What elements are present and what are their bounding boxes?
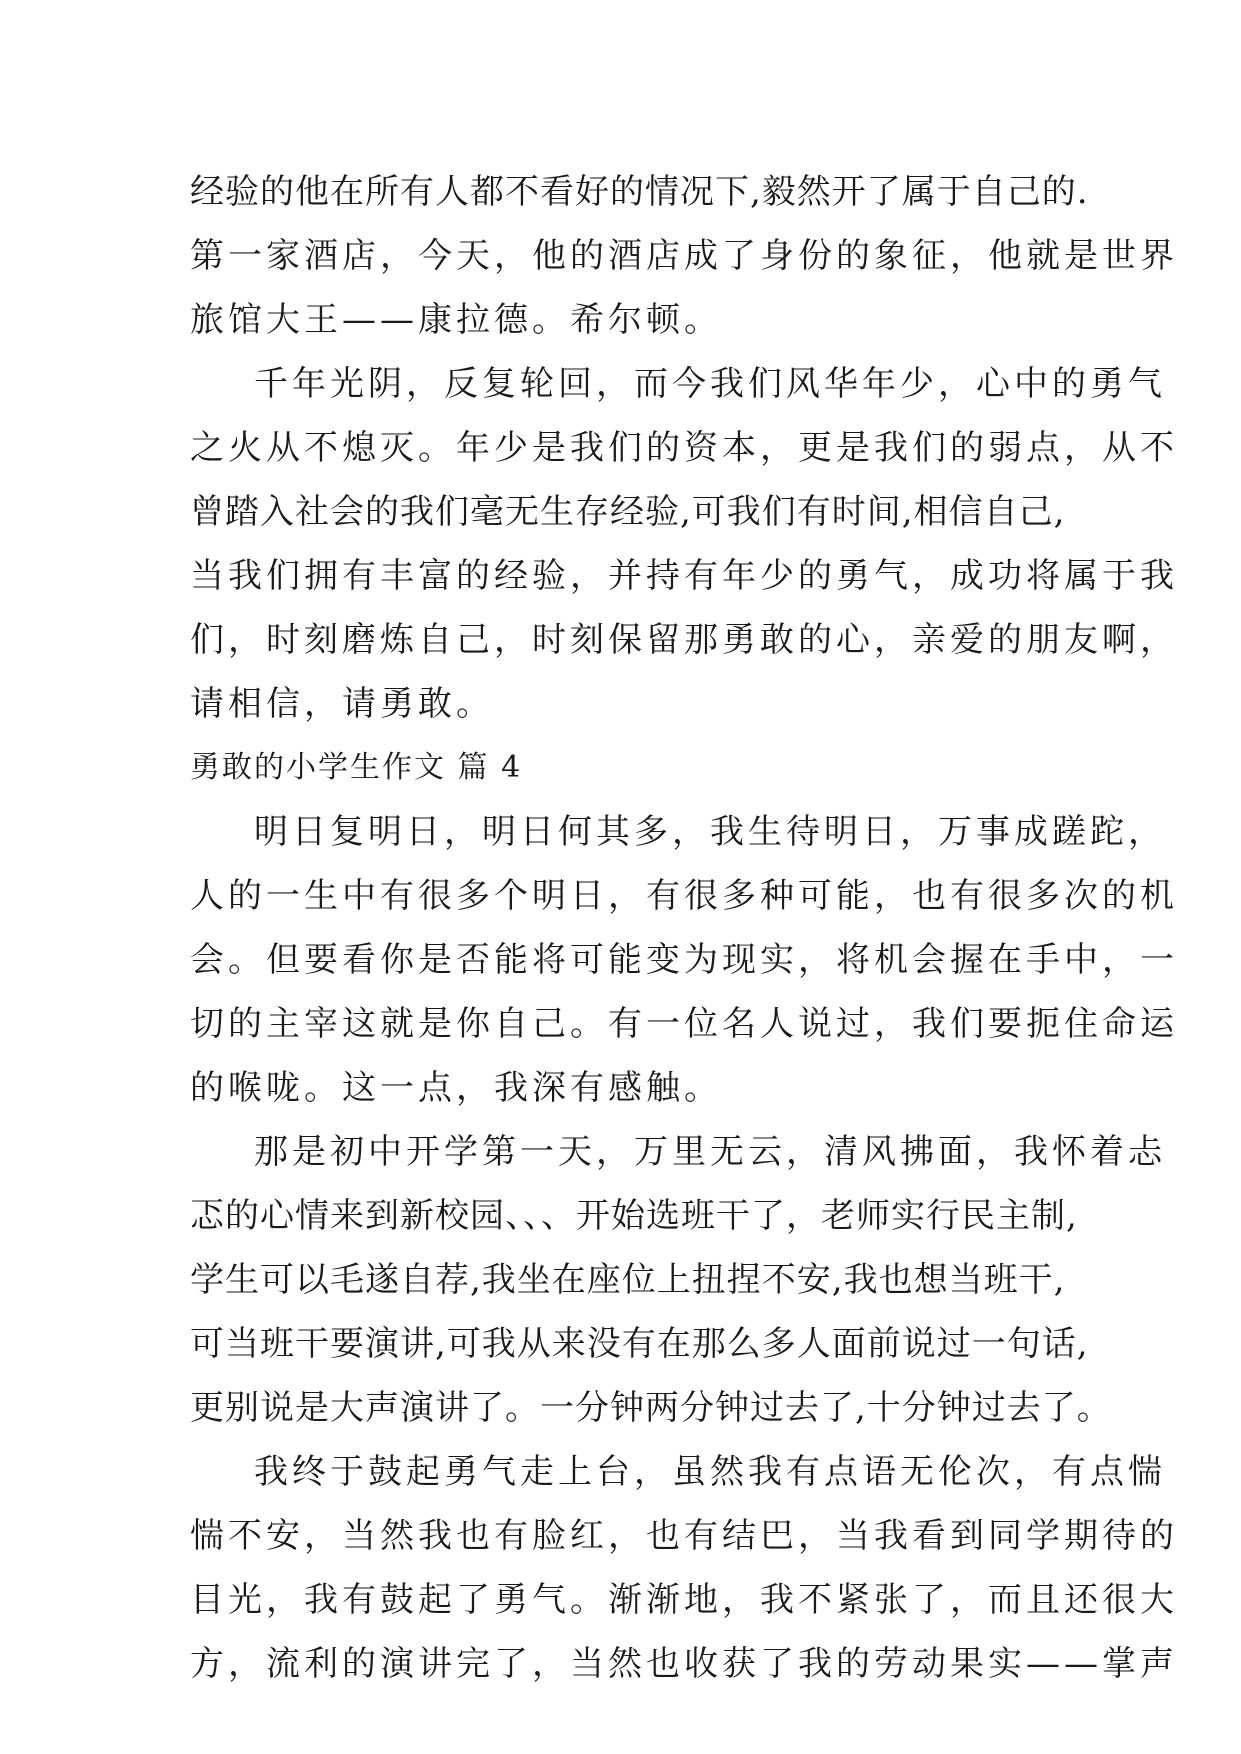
document-body <box>190 160 1178 1696</box>
paragraph-start-line: 我终于鼓起勇气走上台，虽然我有点语无伦次，有点惴 <box>254 1452 1166 1492</box>
text-line: 目光，我有鼓起了勇气。渐渐地，我不紧张了，而且还很大 <box>190 1580 1178 1620</box>
paragraph-start-line: 千年光阴，反复轮回，而今我们风华年少，心中的勇气 <box>254 364 1166 404</box>
text-line: 惴不安，当然我也有脸红，也有结巴，当我看到同学期待的 <box>190 1516 1178 1556</box>
text-line: 学生可以毛遂自荐,我坐在座位上扭捏不安,我也想当班干, <box>190 1260 1066 1300</box>
text-line: 方，流利的演讲完了，当然也收获了我的劳动果实——掌声 <box>190 1644 1178 1684</box>
text-line: 人的一生中有很多个明日，有很多种可能，也有很多次的机 <box>190 876 1178 916</box>
text-line: 切的主宰这就是你自己。有一位名人说过，我们要扼住命运 <box>190 1004 1178 1044</box>
text-line: 忑的心情来到新校园、、、开始选班干了，老师实行民主制, <box>190 1196 1078 1236</box>
text-line: 会。但要看你是否能将可能变为现实，将机会握在手中，一 <box>190 940 1178 980</box>
text-line: 的喉咙。这一点，我深有感触。 <box>190 1068 722 1108</box>
text-line: 们，时刻磨炼自己，时刻保留那勇敢的心，亲爱的朋友啊， <box>190 620 1178 660</box>
text-line: 经验的他在所有人都不看好的情况下,毅然开了属于自己的. <box>190 172 1089 212</box>
text-line: 曾踏入社会的我们毫无生存经验,可我们有时间,相信自己, <box>190 492 1066 532</box>
text-line: 第一家酒店，今天，他的酒店成了身份的象征，他就是世界 <box>190 236 1178 276</box>
text-line: 可当班干要演讲,可我从来没有在那么多人面前说过一句话, <box>190 1324 1089 1364</box>
paragraph-start-line: 明日复明日，明日何其多，我生待明日，万事成蹉跎， <box>254 812 1166 852</box>
text-line: 更别说是大声演讲了。一分钟两分钟过去了,十分钟过去了。 <box>190 1388 1112 1428</box>
paragraph-start-line: 那是初中开学第一天，万里无云，清风拂面，我怀着忐 <box>254 1132 1166 1172</box>
text-line: 当我们拥有丰富的经验，并持有年少的勇气，成功将属于我 <box>190 556 1178 596</box>
text-line: 旅馆大王——康拉德。希尔顿。 <box>190 300 722 340</box>
text-line: 请相信，请勇敢。 <box>190 684 494 724</box>
section-heading: 勇敢的小学生作文 篇 4 <box>190 750 523 785</box>
text-line: 之火从不熄灭。年少是我们的资本，更是我们的弱点，从不 <box>190 428 1178 468</box>
